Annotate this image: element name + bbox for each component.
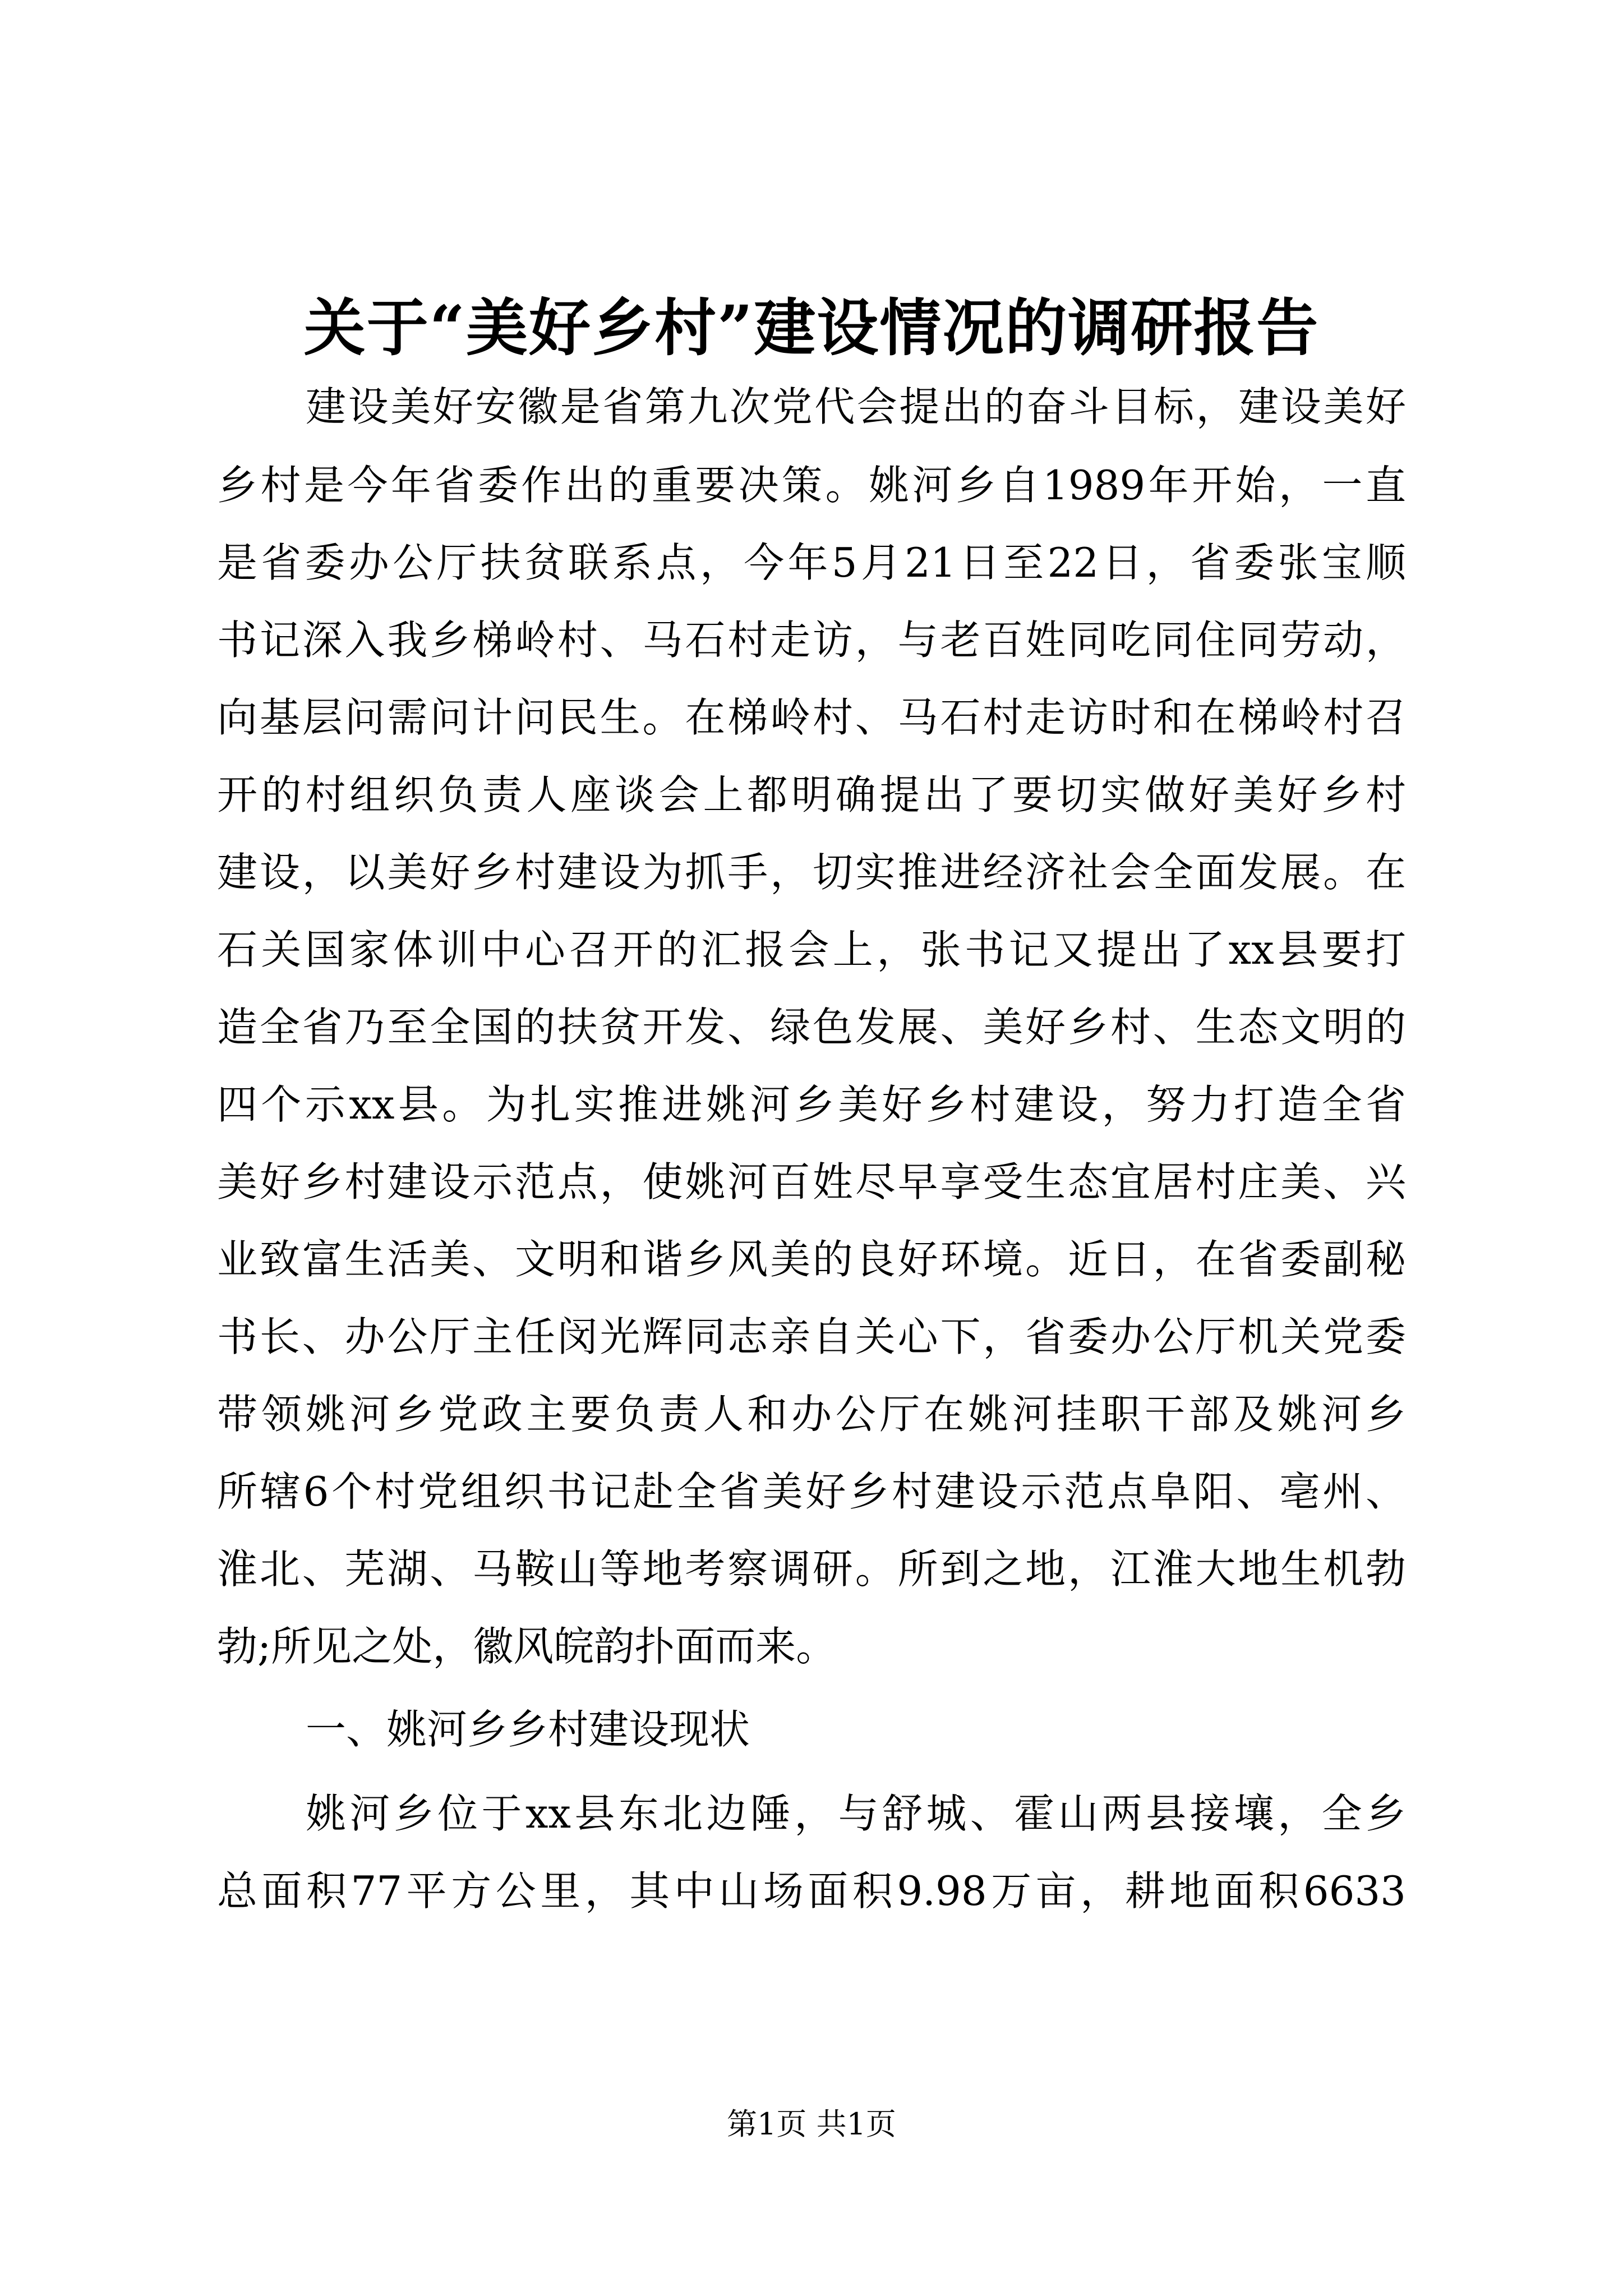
paragraph-line: 书长、办公厅主任闵光辉同志亲自关心下，省委办公厅机关党委 bbox=[217, 1313, 1406, 1360]
section-heading: 一、姚河乡乡村建设现状 bbox=[306, 1706, 750, 1753]
paragraph-line: 淮北、芜湖、马鞍山等地考察调研。所到之地，江淮大地生机勃 bbox=[217, 1545, 1406, 1593]
paragraph-line: 石关国家体训中心召开的汇报会上，张书记又提出了xx县要打 bbox=[217, 926, 1406, 973]
paragraph-line: 书记深入我乡梯岭村、马石村走访，与老百姓同吃同住同劳动， bbox=[217, 616, 1406, 664]
paragraph-line: 乡村是今年省委作出的重要决策。姚河乡自1989年开始，一直 bbox=[217, 462, 1406, 509]
paragraph-line: 姚河乡位于xx县东北边陲，与舒城、霍山两县接壤，全乡 bbox=[306, 1790, 1406, 1837]
paragraph-line: 勃;所见之处，徽风皖韵扑面而来。 bbox=[217, 1623, 837, 1670]
page-footer: 第1页 共1页 bbox=[727, 2106, 896, 2142]
paragraph-line: 是省委办公厅扶贫联系点，今年5月21日至22日，省委张宝顺 bbox=[217, 539, 1406, 586]
paragraph-line: 总面积77平方公里，其中山场面积9.98万亩，耕地面积6633 bbox=[217, 1867, 1406, 1915]
paragraph-line: 所辖6个村党组织书记赴全省美好乡村建设示范点阜阳、亳州、 bbox=[217, 1468, 1406, 1515]
document-title: 关于“美好乡村”建设情况的调研报告 bbox=[303, 292, 1320, 364]
paragraph-line: 四个示xx县。为扎实推进姚河乡美好乡村建设，努力打造全省 bbox=[217, 1081, 1406, 1128]
paragraph-line: 建设，以美好乡村建设为抓手，切实推进经济社会全面发展。在 bbox=[217, 849, 1406, 896]
paragraph-line: 建设美好安徽是省第九次党代会提出的奋斗目标，建设美好 bbox=[306, 383, 1406, 430]
paragraph-line: 带领姚河乡党政主要负责人和办公厅在姚河挂职干部及姚河乡 bbox=[217, 1391, 1406, 1438]
paragraph-line: 开的村组织负责人座谈会上都明确提出了要切实做好美好乡村 bbox=[217, 771, 1406, 818]
paragraph-line: 美好乡村建设示范点，使姚河百姓尽早享受生态宜居村庄美、兴 bbox=[217, 1158, 1406, 1205]
paragraph-line: 造全省乃至全国的扶贫开发、绿色发展、美好乡村、生态文明的 bbox=[217, 1004, 1406, 1051]
paragraph-line: 向基层问需问计问民生。在梯岭村、马石村走访时和在梯岭村召 bbox=[217, 694, 1406, 741]
paragraph-line: 业致富生活美、文明和谐乡风美的良好环境。近日，在省委副秘 bbox=[217, 1236, 1406, 1283]
